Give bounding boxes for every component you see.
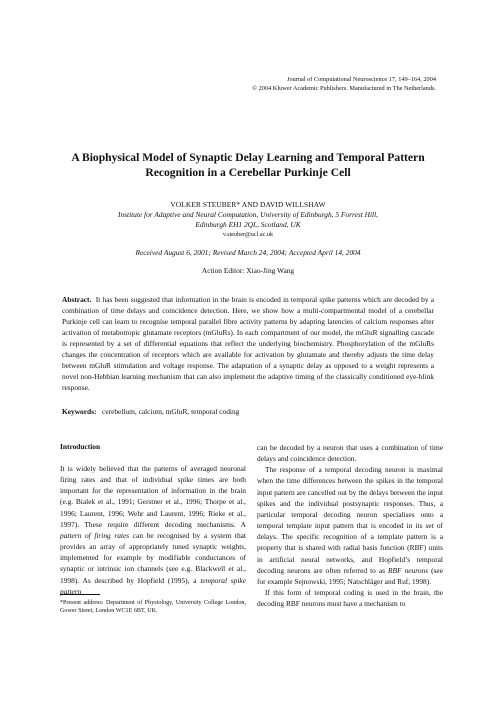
received-dates: Received August 6, 2001; Revised March 24, 2004; Accepted April 14, 2004 — [135, 248, 361, 257]
journal-citation: Journal of Computational Neuroscience 17, 149–164, 2004 — [287, 76, 436, 83]
keywords — [62, 407, 434, 417]
affiliation-line-1: Institute for Adaptive and Neural Computation, University of Edinburgh, 5 Forrest Hill, — [117, 210, 379, 219]
intro-paragraph-1 — [60, 463, 246, 597]
right-column — [257, 442, 443, 609]
abstract — [62, 294, 434, 393]
intro-p1-text-a: It is widely believed that the patterns of averaged neuronal firing rates and that of individual spike times are both important for the representation of information in the brain (e.g. Bialek et al., 1991; Gerstner et al., 1996; Thorpe et al., 1996; Laurent, 1996; Wehr and Laurent, 1996; Rieke et al., 1997). These require different decoding mechanisms. A — [60, 464, 246, 529]
footnote-rule — [60, 594, 100, 595]
paper-title — [40, 150, 456, 180]
author-block — [40, 200, 456, 240]
intro-p1-emphasis-1: pattern of firing rates — [60, 530, 130, 540]
intro-paragraph-2 — [257, 464, 443, 587]
keywords-label: Keywords: — [62, 407, 97, 416]
intro-p1-emphasis-2: temporal spike pattern — [60, 575, 246, 596]
intro-p2-text-b: (see for example Sejnowski, 1995; Natschläger and Ruf, 1998). — [257, 565, 443, 586]
footnote-text: *Present address: Department of Physiology, University College London, Gower Street, London WC1E 6BT, UK. — [60, 600, 246, 615]
intro-paragraph-3: If this form of temporal coding is used in the brain, the decoding RBF neurons must have a mechanism to — [257, 588, 443, 609]
affiliation-line-2: Edinburgh EH1 2QL, Scotland, UK — [195, 220, 301, 229]
intro-p2-emphasis: RBF neurons — [388, 565, 429, 575]
abstract-text: It has been suggested that information in the brain is encoded in temporal spike patterns which are decoded by a combination of time delays and coincidence detection. Here, we show how a multi-compartmental model of a cerebellar Purkinje cell can learn to recognise temporal parallel fibre activity patterns by adapting latencies of calcium responses after activation of metabotropic glutamate receptors (mGluRs). In each compartment of our model, the mGluR signalling cascade is represented by a set of differential equations that reflect the underlying biochemistry. Phosphorylation of the mGluRs changes the concentration of receptors which are available for activation by glutamate and thereby adjusts the time delay between mGluR stimulation and voltage response. The adaptation of a synaptic delay as opposed to a weight represents a novel non-Hebbian learning mechanism that can also implement the adaptive timing of the classically conditioned eye-blink response. — [62, 295, 435, 393]
author-names: VOLKER STEUBER* AND DAVID WILLSHAW — [170, 200, 326, 209]
title-line-1: A Biophysical Model of Synaptic Delay Learning and Temporal Pattern — [71, 151, 425, 164]
abstract-label: Abstract. — [62, 295, 92, 304]
journal-header — [116, 75, 436, 93]
copyright-notice: © 2004 Kluwer Academic Publishers. Manufactured in The Netherlands. — [252, 85, 436, 92]
footnote — [60, 594, 246, 616]
section-heading-introduction: Introduction — [60, 442, 101, 451]
keywords-text: cerebellum, calcium, mGluR, temporal coding — [102, 407, 240, 416]
left-column — [60, 442, 246, 597]
intro-paragraph-continued: can be decoded by a neuron that uses a combination of time delays and coincidence detection. — [257, 443, 443, 464]
action-editor: Action Editor: Xiao-Jing Wang — [201, 266, 295, 275]
intro-p2-text-a: The response of a temporal decoding neuron is maximal when the time differences between the spikes in the temporal input pattern are cancelled out by the delays between the input spikes and the individual postsynaptic responses. Thus, a particular temporal decoding neuron specialises onto a temporal template input pattern that is encoded in its set of delays. The specific recognition of a template pattern is a property that is shared with radial basis function (RBF) units in artificial neural networks, and Hopfield’s temporal decoding neurons are often referred to as — [257, 465, 443, 575]
intro-p1-text-b: can be recognised by a system that provides an array of appropriately tuned synaptic weights, implemented for example by modifiable conductances of synaptic or intrinsic ion channels (see e.g. Blackwell et al., 1998). As described by Hopfield (1995), a — [60, 530, 246, 585]
title-line-2: Recognition in a Cerebellar Purkinje Cell — [145, 166, 351, 179]
author-email: v.steuber@ucl.ac.uk — [222, 231, 274, 238]
